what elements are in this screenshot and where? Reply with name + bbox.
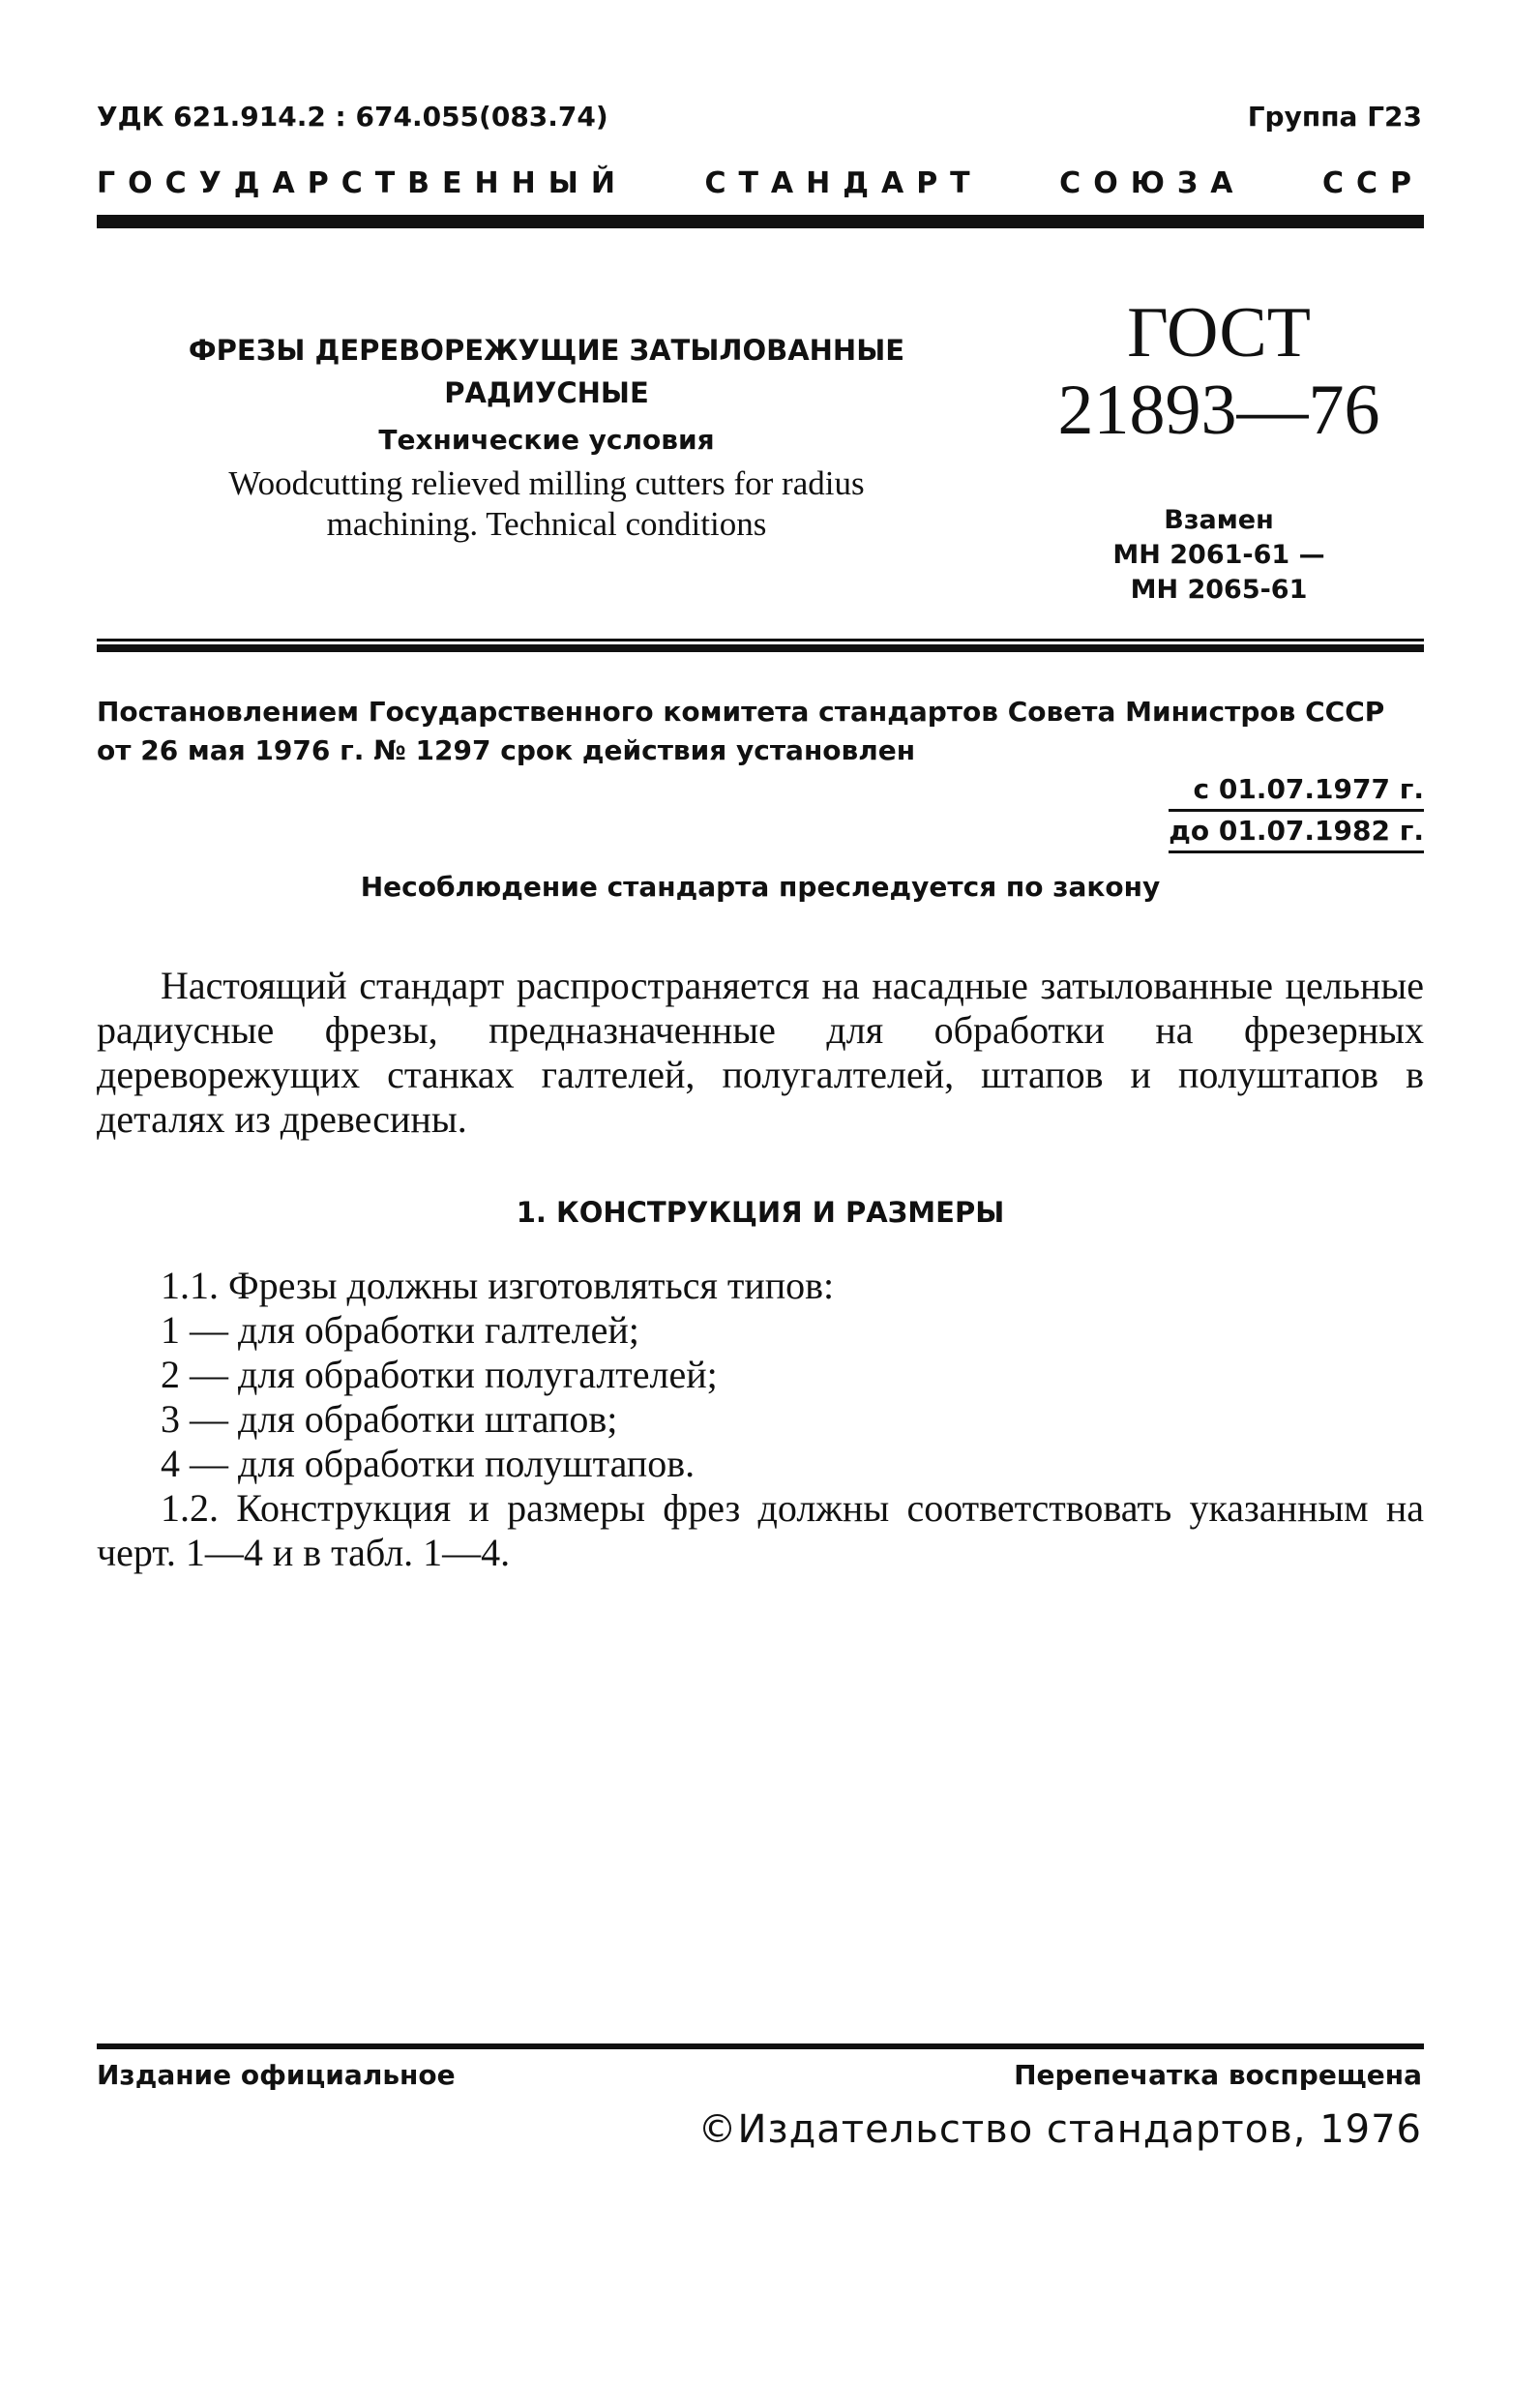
clauses [97,1264,1424,1575]
document-title [126,329,967,542]
standard-word: СТАНДАРТ [704,166,983,200]
title-line-1: ФРЕЗЫ ДЕРЕВОРЕЖУЩИЕ ЗАТЫЛОВАННЫЕ [188,334,905,367]
copyright: ©Издательство стандартов, 1976 [697,2107,1422,2152]
udk-code: УДК 621.914.2 : 674.055(083.74) [97,101,608,133]
validity-dates [1169,770,1424,853]
type-item: 1 — для обработки галтелей; [161,1308,639,1352]
title-rule-thin [97,639,1424,641]
title-subtitle: Технические условия [378,424,715,456]
standard-banner [97,166,1424,200]
clause-1-1: 1.1. Фрезы должны изготовляться типов: [161,1264,835,1307]
gost-number: 21893—76 [1057,371,1380,450]
standard-word: ССР [1321,166,1424,200]
title-rule-thick [97,644,1424,652]
english-title-2: machining. Technical conditions [326,505,767,543]
decree-text: Постановлением Государственного комитета стандартов Совета Министров СССР от 26 мая 1976 г. № 1297 срок действия установлен [97,696,1385,766]
date-from: с 01.07.1977 г. [1193,773,1424,805]
group-code: Группа Г23 [1247,101,1422,133]
intro-paragraph: Настоящий стандарт распространяется на насадные затылованные цельные радиусные фрезы, предназначенные для обработки на фрезерных дереворежущих станках галтелей, полугалтелей, штапов и полуштапов в деталях из древесины. [97,964,1424,1141]
reprint-notice: Перепечатка воспрещена [1014,2059,1422,2091]
type-item: 2 — для обработки полугалтелей; [161,1353,718,1396]
footer-rule [97,2043,1424,2049]
header-rule [97,215,1424,228]
replaces-label: Взамен [1164,505,1274,535]
noncompliance-notice: Несоблюдение стандарта преследуется по закону [360,871,1161,903]
title-line-2: РАДИУСНЫЕ [444,376,649,409]
standard-word: ГОСУДАРСТВЕННЫЙ [97,166,628,200]
date-to: до 01.07.1982 г. [1169,815,1424,847]
gost-name: ГОСТ [1127,293,1311,373]
gost-designation [1035,294,1403,449]
standard-word: СОЮЗА [1059,166,1246,200]
section-title: 1. КОНСТРУКЦИЯ И РАЗМЕРЫ [516,1196,1005,1229]
clause-1-2: 1.2. Конструкция и размеры фрез должны соответствовать указанным на черт. 1—4 и в табл. 1—4. [97,1486,1424,1574]
date-underline [1169,850,1424,853]
type-item: 3 — для обработки штапов; [161,1397,618,1441]
english-title-1: Woodcutting relieved milling cutters for radius [228,464,865,502]
official-edition: Издание официальное [97,2059,456,2091]
replaces-line-1: МН 2061-61 — [1112,540,1325,570]
type-item: 4 — для обработки полуштапов. [161,1442,696,1485]
replaces-line-2: МН 2065-61 [1130,575,1308,605]
replaces-block [1045,503,1393,608]
